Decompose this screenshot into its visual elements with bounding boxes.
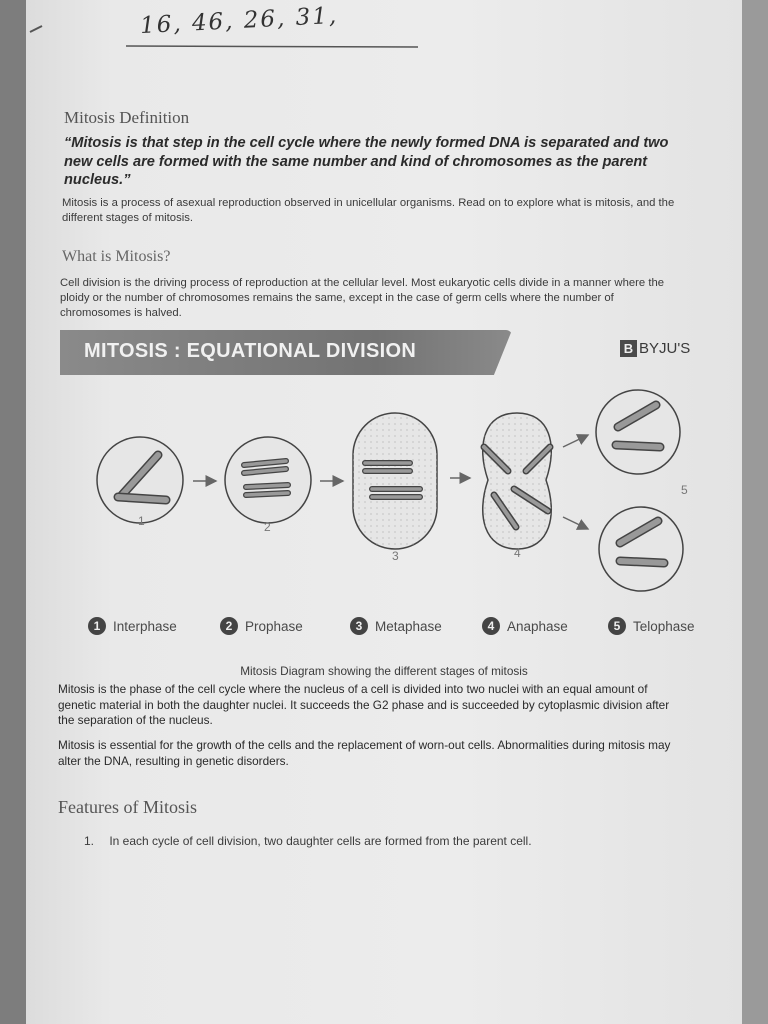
arrow-4-5-top xyxy=(563,435,588,447)
metaphase-cell xyxy=(353,413,437,563)
byjus-logo-text: BYJU'S xyxy=(639,340,691,357)
definition-heading: Mitosis Definition xyxy=(64,108,190,127)
background-strip-right xyxy=(742,0,768,1024)
what-is-mitosis-paragraph: Cell division is the driving process of reproduction at the cellular level. Most eukaryotic cells divide in a manner where the ploidy or the number of chromosomes remains the same, except in the case of germ cells where the number of chromosomes is halved. xyxy=(60,277,665,319)
legend-label: Metaphase xyxy=(375,618,442,634)
legend-number: 4 xyxy=(482,617,500,635)
phase-paragraph: Mitosis is the phase of the cell cycle where the nucleus of a cell is divided into two nuclei with an equal amount of genetic material in both the daughter nuclei. It succeeds the G2 phase and is succeeded by cytoplasmic division after the separation of the nucleus. xyxy=(58,682,670,727)
legend-metaphase xyxy=(350,617,442,635)
background-strip-left xyxy=(0,0,26,1024)
byjus-logo xyxy=(620,340,690,357)
feature-number: 1. xyxy=(84,834,95,848)
legend-telophase xyxy=(608,617,695,635)
handwritten-underline xyxy=(126,46,418,47)
byjus-logo-mark: B xyxy=(620,340,637,357)
handwritten-note: 16, 46, 26, 31, xyxy=(139,2,339,40)
legend-label: Prophase xyxy=(245,618,303,634)
handwritten-tick xyxy=(30,26,42,32)
intro-paragraph: Mitosis is a process of asexual reproduction observed in unicellular organisms. Read on to explore what is mitosis, and the different stages of mitosis. xyxy=(62,197,675,224)
legend-label: Interphase xyxy=(113,618,177,634)
legend-anaphase xyxy=(482,617,568,635)
legend-prophase xyxy=(220,617,303,635)
what-is-mitosis-heading: What is Mitosis? xyxy=(62,248,171,265)
features-heading: Features of Mitosis xyxy=(58,797,197,817)
legend-number: 3 xyxy=(350,617,368,635)
arrow-4-5-bottom xyxy=(563,517,588,529)
definition-quote: “Mitosis is that step in the cell cycle where the newly formed DNA is separated and two new cells are formed with the same number and kind of chromosomes as the parent nucleus.” xyxy=(64,135,669,188)
feature-text: In each cycle of cell division, two daughter cells are formed from the parent cell. xyxy=(109,834,532,848)
stage-number-3: 3 xyxy=(392,549,399,563)
diagram-banner-title: MITOSIS : EQUATIONAL DIVISION xyxy=(84,340,417,362)
essential-paragraph: Mitosis is essential for the growth of the cells and the replacement of worn-out cells. Abnormalities during mitosis may alter the DNA, resulting in genetic disorders. xyxy=(58,738,671,768)
legend-label: Anaphase xyxy=(507,618,568,634)
anaphase-cell xyxy=(483,413,552,560)
stage-number-1: 1 xyxy=(138,514,145,528)
stage-number-2: 2 xyxy=(264,520,271,534)
interphase-cell xyxy=(97,437,183,528)
legend-number: 5 xyxy=(608,617,626,635)
legend-number: 1 xyxy=(88,617,106,635)
legend-number: 2 xyxy=(220,617,238,635)
legend-interphase xyxy=(88,617,177,635)
prophase-cell xyxy=(225,437,311,534)
telophase-cell-bottom xyxy=(599,507,683,591)
handwritten-marks xyxy=(0,0,768,60)
diagram-caption: Mitosis Diagram showing the different stages of mitosis xyxy=(240,664,528,678)
stage-number-5: 5 xyxy=(681,483,688,497)
mitosis-stages-diagram xyxy=(80,385,710,600)
feature-list-item xyxy=(84,834,532,848)
stage-number-4: 4 xyxy=(514,546,521,560)
legend-label: Telophase xyxy=(633,618,695,634)
telophase-cell-top xyxy=(596,390,680,474)
